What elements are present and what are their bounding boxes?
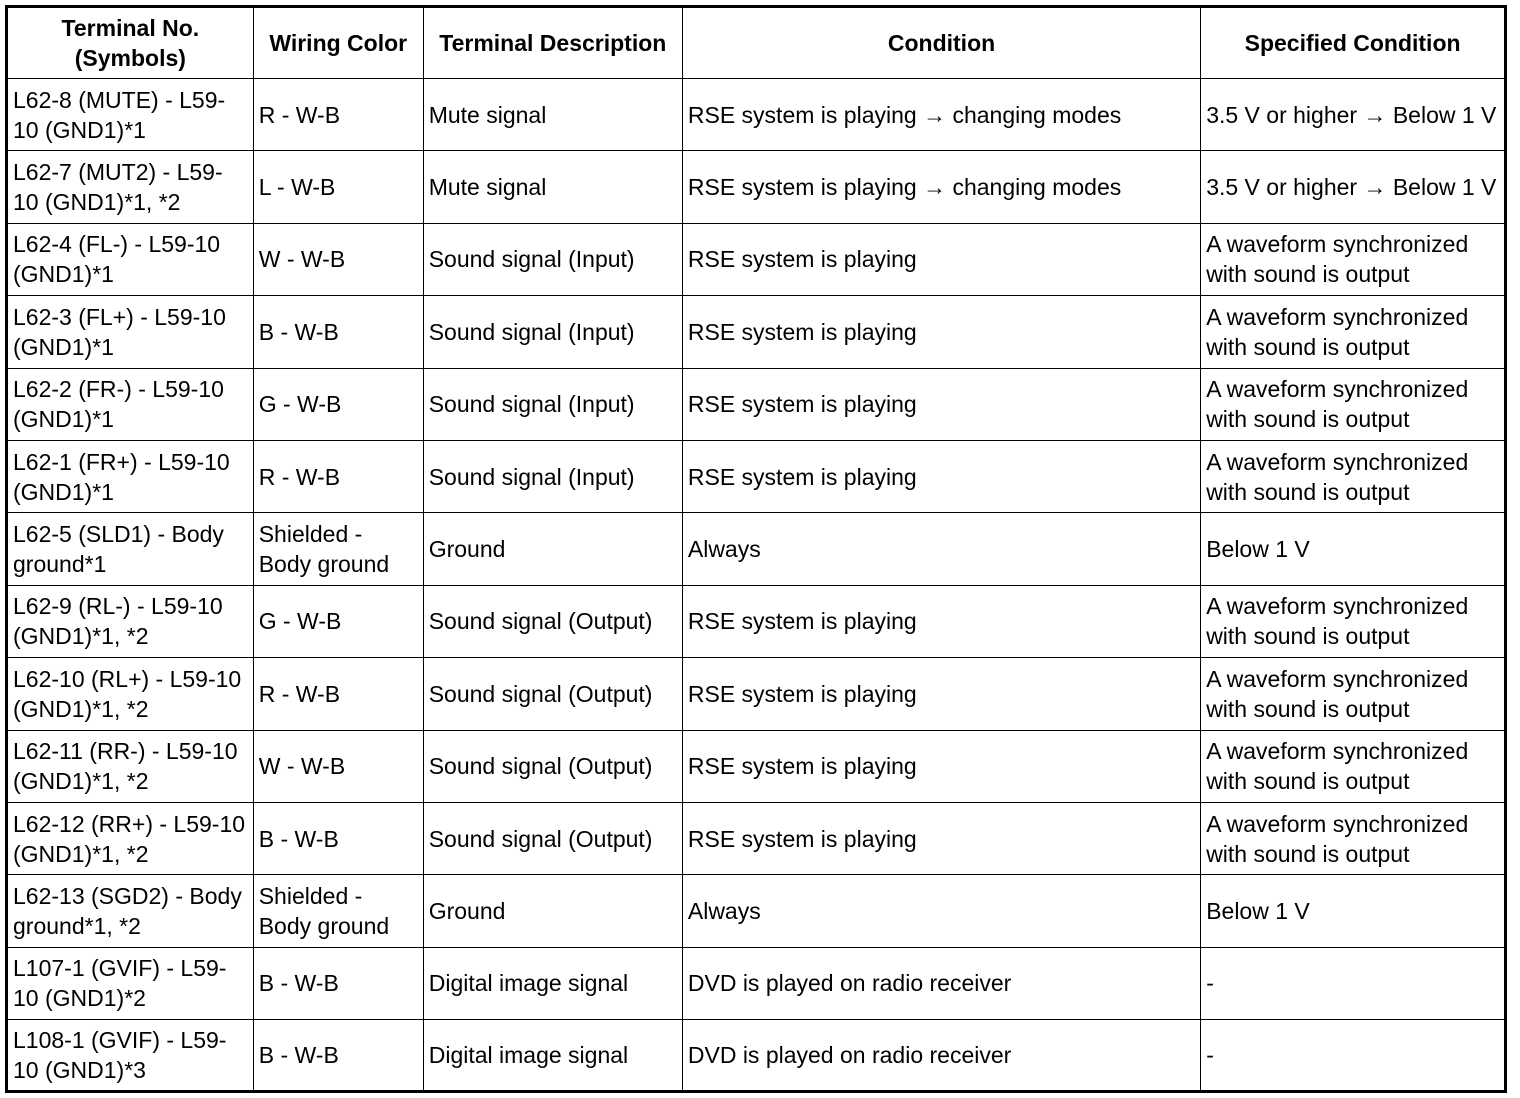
header-specified-condition: Specified Condition	[1201, 7, 1506, 79]
cell-terminal: L62-8 (MUTE) - L59-10 (GND1)*1	[7, 79, 254, 151]
cell-condition: DVD is played on radio receiver	[682, 1020, 1200, 1092]
cell-condition: RSE system is playing	[682, 802, 1200, 874]
cell-description: Sound signal (Output)	[423, 802, 682, 874]
cell-wiring-color: B - W-B	[253, 947, 423, 1019]
cell-description: Digital image signal	[423, 1020, 682, 1092]
cell-wiring-color: W - W-B	[253, 223, 423, 295]
cell-condition: RSE system is playing	[682, 368, 1200, 440]
header-wiring-color: Wiring Color	[253, 7, 423, 79]
table-row	[7, 151, 1506, 223]
cell-condition: RSE system is playing → changing modes	[682, 79, 1200, 151]
cell-description: Sound signal (Input)	[423, 296, 682, 368]
table-row	[7, 658, 1506, 730]
cell-terminal: L62-5 (SLD1) - Body ground*1	[7, 513, 254, 585]
cell-description: Sound signal (Output)	[423, 585, 682, 657]
table-header-row	[7, 7, 1506, 79]
cell-condition: Always	[682, 513, 1200, 585]
cell-terminal: L62-4 (FL-) - L59-10 (GND1)*1	[7, 223, 254, 295]
cell-terminal: L62-7 (MUT2) - L59-10 (GND1)*1, *2	[7, 151, 254, 223]
header-condition: Condition	[682, 7, 1200, 79]
cell-specified-condition: 3.5 V or higher → Below 1 V	[1201, 79, 1506, 151]
cell-specified-condition: 3.5 V or higher → Below 1 V	[1201, 151, 1506, 223]
cell-condition: DVD is played on radio receiver	[682, 947, 1200, 1019]
table-row	[7, 79, 1506, 151]
cell-terminal: L62-3 (FL+) - L59-10 (GND1)*1	[7, 296, 254, 368]
cell-terminal: L62-11 (RR-) - L59-10 (GND1)*1, *2	[7, 730, 254, 802]
cell-specified-condition: A waveform synchronized with sound is output	[1201, 440, 1506, 512]
cell-description: Digital image signal	[423, 947, 682, 1019]
cell-specified-condition: A waveform synchronized with sound is output	[1201, 730, 1506, 802]
cell-specified-condition: A waveform synchronized with sound is output	[1201, 296, 1506, 368]
cell-terminal: L62-9 (RL-) - L59-10 (GND1)*1, *2	[7, 585, 254, 657]
cell-wiring-color: B - W-B	[253, 1020, 423, 1092]
cell-description: Sound signal (Input)	[423, 223, 682, 295]
terminal-table-container	[5, 5, 1507, 1093]
table-body	[7, 79, 1506, 1092]
header-terminal-no	[7, 7, 254, 79]
cell-wiring-color: B - W-B	[253, 296, 423, 368]
cell-condition: RSE system is playing	[682, 585, 1200, 657]
cell-description: Sound signal (Output)	[423, 730, 682, 802]
cell-description: Ground	[423, 513, 682, 585]
cell-terminal: L62-12 (RR+) - L59-10 (GND1)*1, *2	[7, 802, 254, 874]
table-row	[7, 513, 1506, 585]
table-row	[7, 585, 1506, 657]
cell-wiring-color: G - W-B	[253, 585, 423, 657]
table-row	[7, 368, 1506, 440]
cell-specified-condition: A waveform synchronized with sound is output	[1201, 368, 1506, 440]
cell-condition: RSE system is playing → changing modes	[682, 151, 1200, 223]
cell-specified-condition: -	[1201, 947, 1506, 1019]
table-row	[7, 296, 1506, 368]
cell-wiring-color: L - W-B	[253, 151, 423, 223]
table-row	[7, 875, 1506, 947]
cell-description: Sound signal (Input)	[423, 440, 682, 512]
cell-terminal: L62-1 (FR+) - L59-10 (GND1)*1	[7, 440, 254, 512]
table-row	[7, 440, 1506, 512]
cell-terminal: L108-1 (GVIF) - L59-10 (GND1)*3	[7, 1020, 254, 1092]
cell-wiring-color: B - W-B	[253, 802, 423, 874]
table-row	[7, 730, 1506, 802]
cell-terminal: L62-10 (RL+) - L59-10 (GND1)*1, *2	[7, 658, 254, 730]
cell-description: Ground	[423, 875, 682, 947]
cell-condition: RSE system is playing	[682, 730, 1200, 802]
cell-wiring-color: Shielded - Body ground	[253, 513, 423, 585]
cell-condition: RSE system is playing	[682, 658, 1200, 730]
cell-description: Mute signal	[423, 151, 682, 223]
header-terminal-description: Terminal Description	[423, 7, 682, 79]
table-row	[7, 802, 1506, 874]
cell-specified-condition: A waveform synchronized with sound is output	[1201, 585, 1506, 657]
cell-terminal: L62-13 (SGD2) - Body ground*1, *2	[7, 875, 254, 947]
table-row	[7, 1020, 1506, 1092]
header-terminal-line2: (Symbols)	[74, 45, 186, 71]
cell-terminal: L107-1 (GVIF) - L59-10 (GND1)*2	[7, 947, 254, 1019]
cell-wiring-color: Shielded - Body ground	[253, 875, 423, 947]
cell-specified-condition: A waveform synchronized with sound is output	[1201, 223, 1506, 295]
cell-description: Mute signal	[423, 79, 682, 151]
cell-description: Sound signal (Input)	[423, 368, 682, 440]
cell-wiring-color: G - W-B	[253, 368, 423, 440]
cell-wiring-color: R - W-B	[253, 658, 423, 730]
cell-condition: RSE system is playing	[682, 440, 1200, 512]
cell-condition: RSE system is playing	[682, 296, 1200, 368]
cell-specified-condition: A waveform synchronized with sound is output	[1201, 802, 1506, 874]
cell-specified-condition: Below 1 V	[1201, 513, 1506, 585]
cell-wiring-color: W - W-B	[253, 730, 423, 802]
cell-description: Sound signal (Output)	[423, 658, 682, 730]
header-terminal-line1: Terminal No.	[61, 15, 200, 41]
cell-specified-condition: -	[1201, 1020, 1506, 1092]
terminal-inspection-table	[5, 5, 1507, 1093]
cell-wiring-color: R - W-B	[253, 440, 423, 512]
table-row	[7, 947, 1506, 1019]
cell-specified-condition: Below 1 V	[1201, 875, 1506, 947]
cell-wiring-color: R - W-B	[253, 79, 423, 151]
cell-condition: RSE system is playing	[682, 223, 1200, 295]
table-row	[7, 223, 1506, 295]
cell-specified-condition: A waveform synchronized with sound is output	[1201, 658, 1506, 730]
cell-terminal: L62-2 (FR-) - L59-10 (GND1)*1	[7, 368, 254, 440]
cell-condition: Always	[682, 875, 1200, 947]
